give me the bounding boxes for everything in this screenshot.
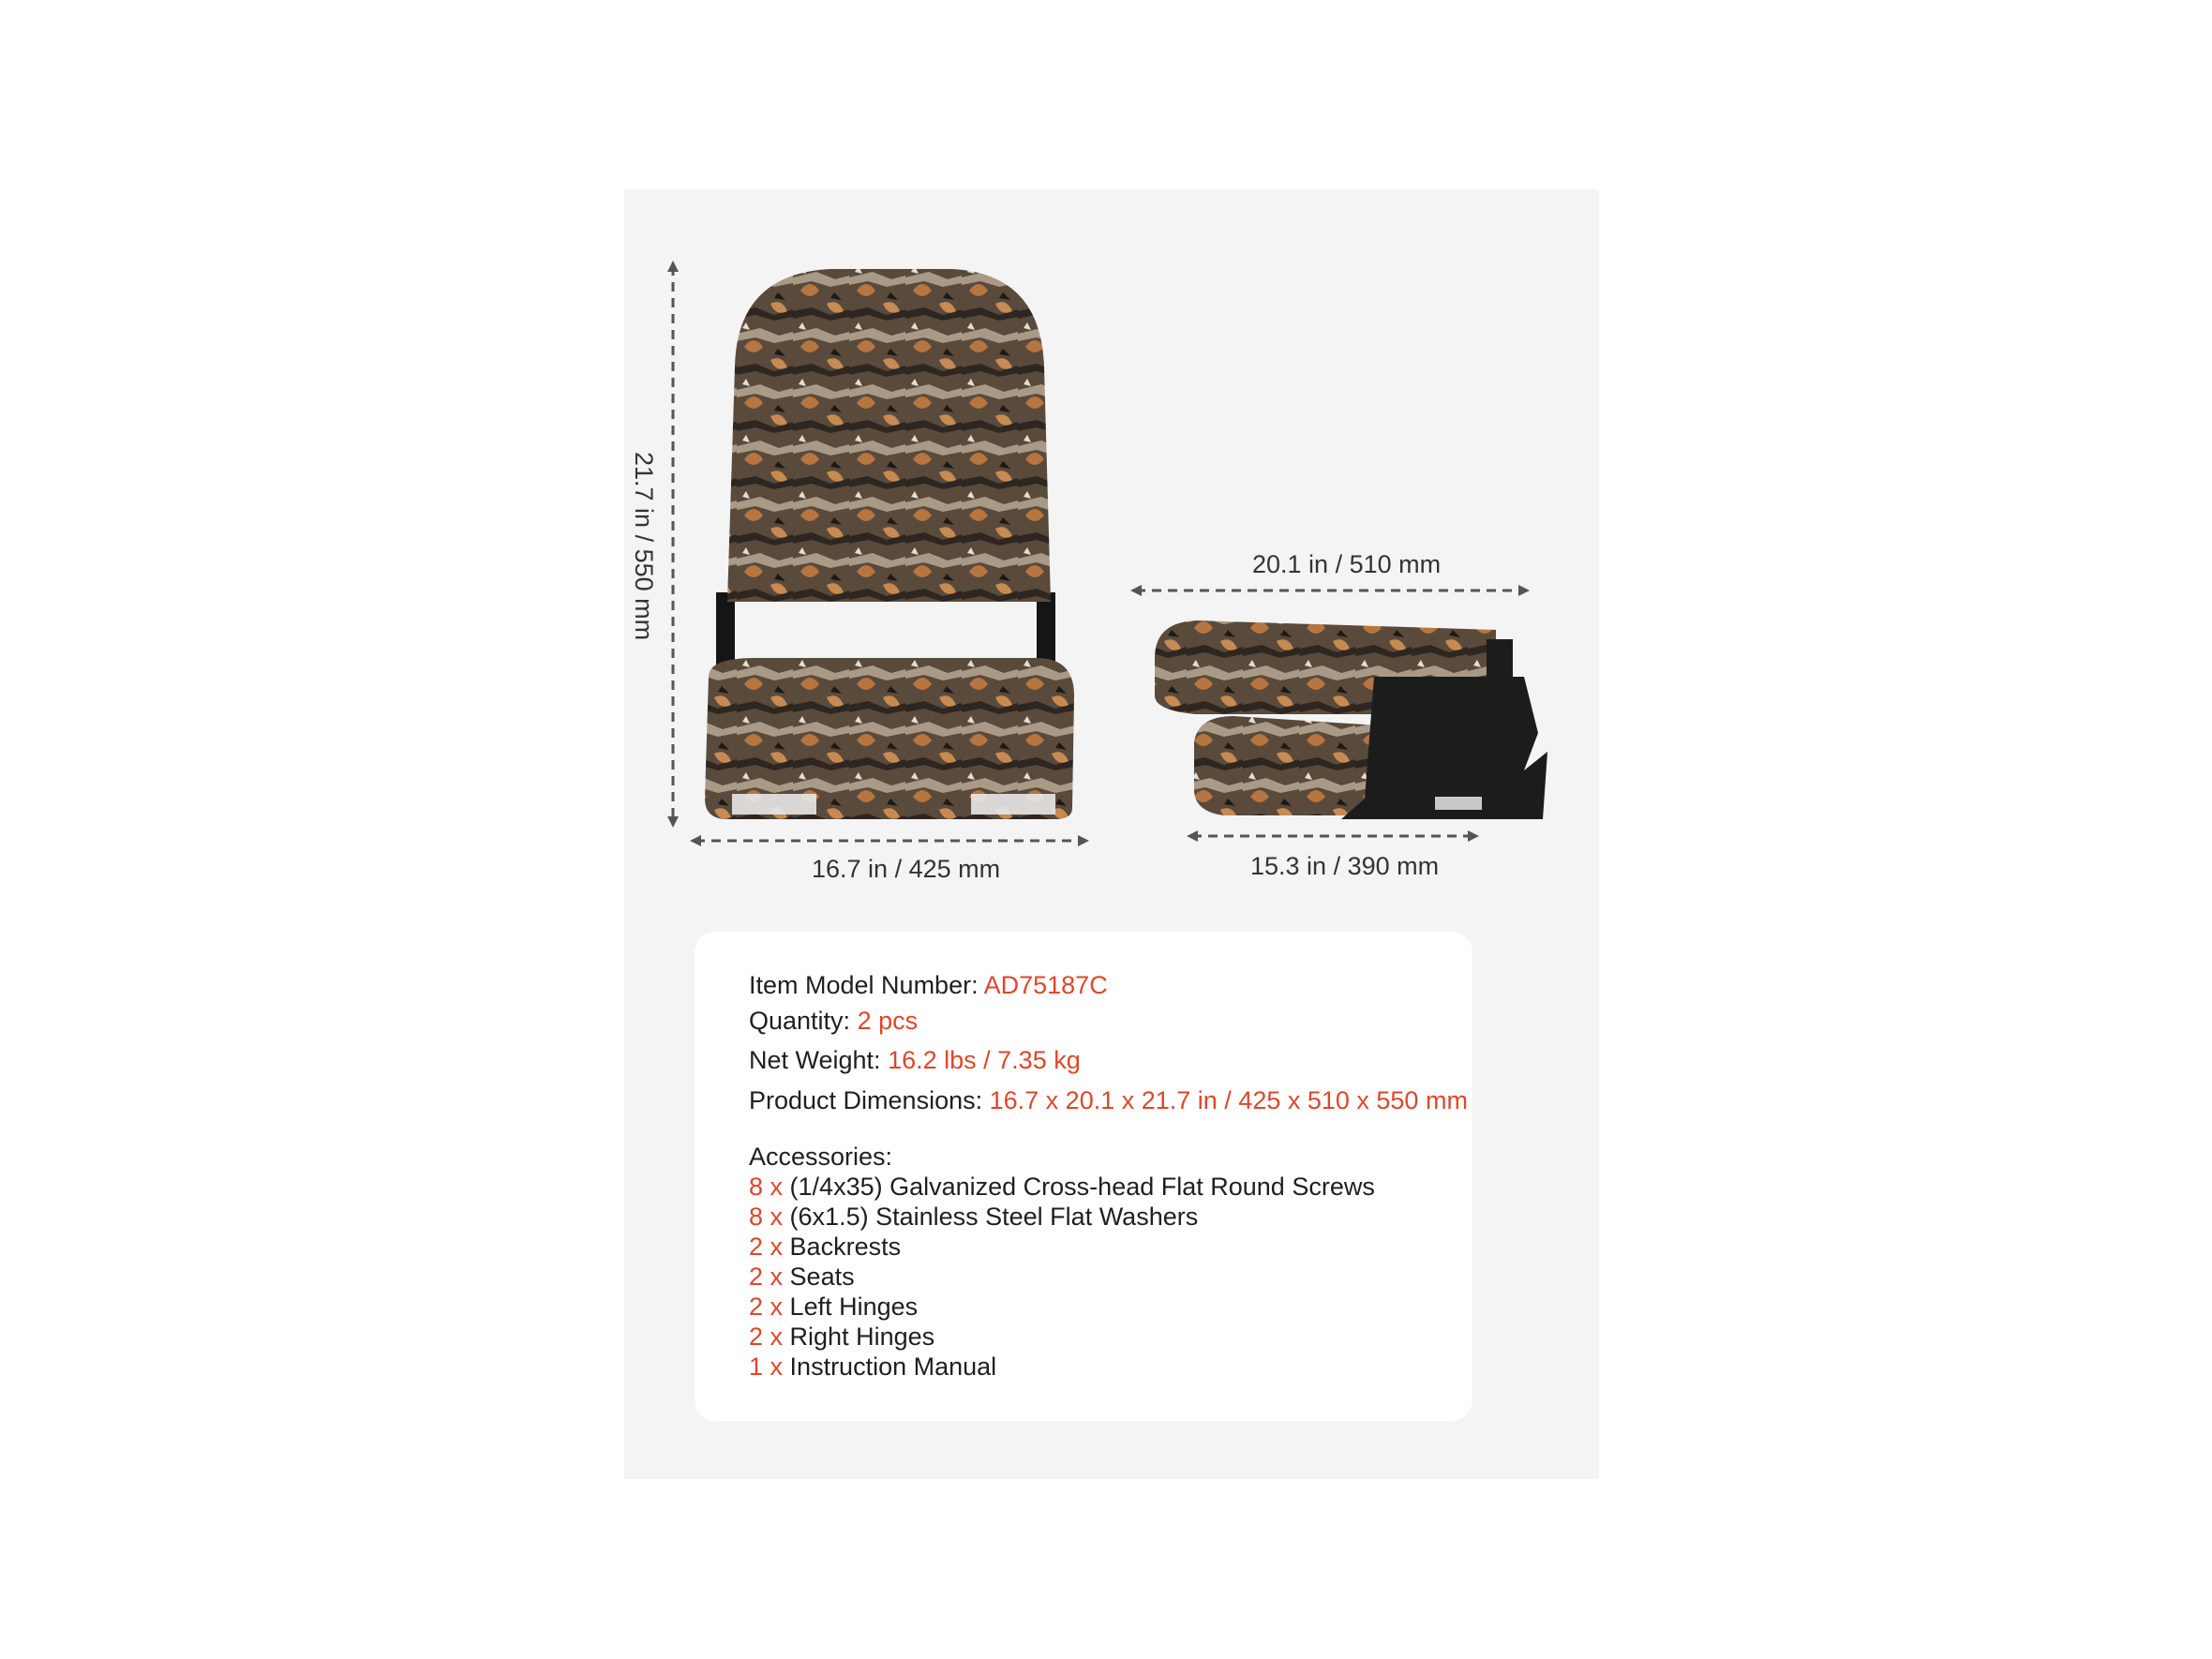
folded-depth-dimension-label: 15.3 in / 390 mm (1250, 852, 1440, 880)
accessory-name: (6x1.5) Stainless Steel Flat Washers (789, 1203, 1199, 1231)
accessory-name: Seats (789, 1263, 855, 1291)
width-dimension-arrow (690, 835, 1089, 846)
spec-net-weight-label: Net Weight: (749, 1046, 881, 1074)
accessories-title: Accessories: (749, 1143, 893, 1171)
accessory-item (749, 1353, 996, 1382)
product-info-panel (624, 189, 1599, 1479)
spec-net-weight-value: 16.2 lbs / 7.35 kg (888, 1046, 1081, 1074)
accessory-name: Instruction Manual (789, 1353, 997, 1381)
spec-model-label: Item Model Number: (749, 971, 979, 999)
accessory-qty: 1 x (749, 1353, 784, 1381)
accessory-qty: 2 x (749, 1293, 784, 1321)
accessory-qty: 8 x (749, 1173, 784, 1201)
spec-model (749, 971, 1108, 1000)
spec-dimensions (749, 1086, 1468, 1115)
spec-quantity (749, 1007, 918, 1036)
height-dimension-arrow (667, 261, 679, 828)
spec-net-weight (749, 1046, 1081, 1075)
accessory-name: Right Hinges (789, 1323, 935, 1351)
spec-model-value: AD75187C (983, 971, 1108, 999)
height-dimension-label: 21.7 in / 550 mm (630, 452, 658, 641)
folded-length-dimension-label: 20.1 in / 510 mm (1252, 550, 1442, 578)
spec-dimensions-value: 16.7 x 20.1 x 21.7 in / 425 x 510 x 550 mm (989, 1086, 1468, 1114)
accessory-name: Backrests (789, 1233, 902, 1261)
accessory-item (749, 1233, 901, 1262)
accessory-item (749, 1203, 1198, 1232)
accessory-qty: 2 x (749, 1263, 784, 1291)
accessory-qty: 8 x (749, 1203, 784, 1231)
folded-depth-dimension-arrow (1187, 830, 1479, 842)
accessory-name: Left Hinges (789, 1293, 919, 1321)
spec-quantity-value: 2 pcs (857, 1007, 919, 1035)
seat-dimension-illustration (624, 189, 1599, 902)
width-dimension-label: 16.7 in / 425 mm (812, 855, 1001, 883)
seat-front-view (705, 269, 1074, 819)
seat-folded-view (1155, 620, 1547, 819)
accessory-item (749, 1263, 855, 1292)
accessory-qty: 2 x (749, 1233, 784, 1261)
folded-length-dimension-arrow (1130, 585, 1530, 596)
spec-quantity-label: Quantity: (749, 1007, 851, 1035)
accessory-qty: 2 x (749, 1323, 784, 1351)
specifications-card (695, 932, 1472, 1421)
accessory-item (749, 1293, 918, 1322)
accessory-name: (1/4x35) Galvanized Cross-head Flat Round Screws (789, 1173, 1375, 1201)
accessory-item (749, 1173, 1375, 1202)
accessory-item (749, 1323, 934, 1352)
spec-dimensions-label: Product Dimensions: (749, 1086, 983, 1114)
